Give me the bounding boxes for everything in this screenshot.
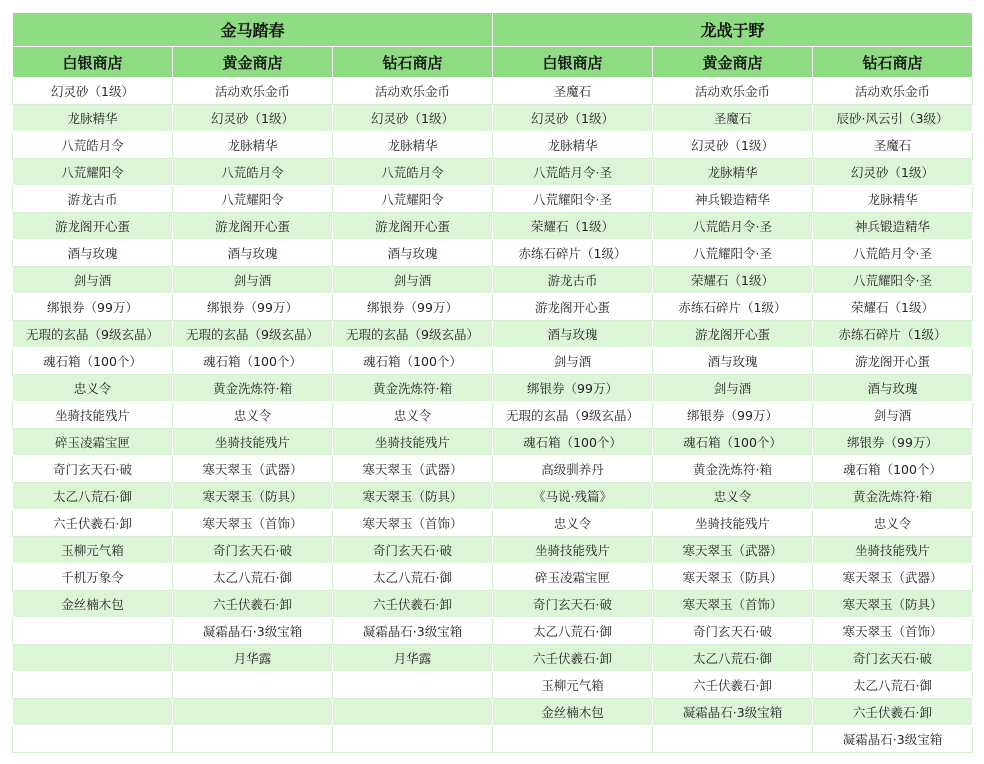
table-cell: 黄金洗炼符·箱 xyxy=(333,375,493,402)
table-cell: 凝霜晶石·3级宝箱 xyxy=(333,618,493,645)
table-cell: 神兵锻造精华 xyxy=(653,186,813,213)
table-cell xyxy=(653,726,813,753)
table-cell: 奇门玄天石·破 xyxy=(333,537,493,564)
table-cell: 游龙阁开心蛋 xyxy=(813,348,973,375)
shop-header-diamond: 钻石商店 xyxy=(333,47,493,78)
table-cell: 绑银券（99万） xyxy=(13,294,173,321)
table-cell xyxy=(13,645,173,672)
table-cell: 奇门玄天石·破 xyxy=(13,456,173,483)
table-cell: 八荒耀阳令 xyxy=(173,186,333,213)
table-cell: 魂石箱（100个） xyxy=(333,348,493,375)
table-cell xyxy=(13,726,173,753)
table-cell: 八荒耀阳令 xyxy=(13,159,173,186)
group-header-jinma: 金马踏春 xyxy=(13,13,493,47)
group-header-longzhan: 龙战于野 xyxy=(493,13,973,47)
shop-items-table xyxy=(12,12,973,753)
table-cell: 千机万象令 xyxy=(13,564,173,591)
table-cell: 荣耀石（1级） xyxy=(493,213,653,240)
table-row xyxy=(13,699,973,726)
table-cell: 六壬伏羲石·卸 xyxy=(13,510,173,537)
table-cell: 玉柳元气箱 xyxy=(13,537,173,564)
table-row xyxy=(13,321,973,348)
table-cell: 寒天翠玉（武器） xyxy=(813,564,973,591)
shop-header-diamond: 钻石商店 xyxy=(813,47,973,78)
table-row xyxy=(13,186,973,213)
table-cell: 奇门玄天石·破 xyxy=(173,537,333,564)
table-cell xyxy=(173,672,333,699)
table-cell: 荣耀石（1级） xyxy=(813,294,973,321)
table-row xyxy=(13,483,973,510)
table-cell: 黄金洗炼符·箱 xyxy=(813,483,973,510)
table-cell: 幻灵砂（1级） xyxy=(173,105,333,132)
table-cell xyxy=(493,726,653,753)
table-cell: 幻灵砂（1级） xyxy=(653,132,813,159)
table-cell: 六壬伏羲石·卸 xyxy=(333,591,493,618)
table-cell: 绑银券（99万） xyxy=(173,294,333,321)
table-cell: 太乙八荒石·御 xyxy=(173,564,333,591)
table-cell: 凝霜晶石·3级宝箱 xyxy=(653,699,813,726)
shop-header-gold: 黄金商店 xyxy=(653,47,813,78)
table-cell: 寒天翠玉（首饰） xyxy=(173,510,333,537)
table-cell: 八荒耀阳令·圣 xyxy=(493,186,653,213)
table-cell xyxy=(13,699,173,726)
table-row xyxy=(13,159,973,186)
table-cell: 游龙阁开心蛋 xyxy=(333,213,493,240)
table-cell: 坐骑技能残片 xyxy=(333,429,493,456)
table-cell: 寒天翠玉（武器） xyxy=(173,456,333,483)
table-cell: 幻灵砂（1级） xyxy=(813,159,973,186)
table-cell: 龙脉精华 xyxy=(173,132,333,159)
table-cell: 剑与酒 xyxy=(813,402,973,429)
table-cell: 寒天翠玉（防具） xyxy=(653,564,813,591)
table-cell: 游龙古币 xyxy=(493,267,653,294)
table-cell: 月华露 xyxy=(173,645,333,672)
table-cell: 金丝楠木包 xyxy=(13,591,173,618)
table-cell xyxy=(333,699,493,726)
table-cell: 圣魔石 xyxy=(653,105,813,132)
table-cell: 金丝楠木包 xyxy=(493,699,653,726)
table-cell: 八荒耀阳令·圣 xyxy=(653,240,813,267)
group-header-row xyxy=(13,13,973,47)
table-cell: 高级驯养丹 xyxy=(493,456,653,483)
table-cell: 魂石箱（100个） xyxy=(493,429,653,456)
table-cell: 无瑕的玄晶（9级玄晶） xyxy=(333,321,493,348)
table-cell: 忠义令 xyxy=(173,402,333,429)
table-row xyxy=(13,402,973,429)
table-cell: 剑与酒 xyxy=(493,348,653,375)
table-row xyxy=(13,456,973,483)
table-cell xyxy=(13,618,173,645)
table-cell: 八荒皓月令·圣 xyxy=(653,213,813,240)
table-cell: 奇门玄天石·破 xyxy=(493,591,653,618)
table-cell: 剑与酒 xyxy=(333,267,493,294)
table-row xyxy=(13,348,973,375)
table-cell: 坐骑技能残片 xyxy=(493,537,653,564)
table-cell: 神兵锻造精华 xyxy=(813,213,973,240)
table-cell: 幻灵砂（1级） xyxy=(493,105,653,132)
table-cell: 无瑕的玄晶（9级玄晶） xyxy=(173,321,333,348)
table-cell: 太乙八荒石·御 xyxy=(13,483,173,510)
table-row xyxy=(13,375,973,402)
table-cell xyxy=(173,726,333,753)
table-cell: 太乙八荒石·御 xyxy=(493,618,653,645)
table-cell: 荣耀石（1级） xyxy=(653,267,813,294)
table-cell: 寒天翠玉（首饰） xyxy=(333,510,493,537)
table-cell: 玉柳元气箱 xyxy=(493,672,653,699)
table-cell: 龙脉精华 xyxy=(333,132,493,159)
table-row xyxy=(13,537,973,564)
table-cell xyxy=(173,699,333,726)
table-cell: 赤练石碎片（1级） xyxy=(813,321,973,348)
table-row xyxy=(13,240,973,267)
table-cell: 赤练石碎片（1级） xyxy=(653,294,813,321)
table-cell: 游龙阁开心蛋 xyxy=(173,213,333,240)
table-cell: 圣魔石 xyxy=(813,132,973,159)
table-row xyxy=(13,618,973,645)
table-cell: 活动欢乐金币 xyxy=(653,78,813,105)
table-cell: 游龙古币 xyxy=(13,186,173,213)
table-cell: 龙脉精华 xyxy=(493,132,653,159)
table-cell: 活动欢乐金币 xyxy=(173,78,333,105)
table-cell: 八荒耀阳令·圣 xyxy=(813,267,973,294)
table-cell: 八荒皓月令 xyxy=(333,159,493,186)
table-cell: 太乙八荒石·御 xyxy=(653,645,813,672)
table-cell: 六壬伏羲石·卸 xyxy=(813,699,973,726)
table-cell: 辰砂·风云引（3级） xyxy=(813,105,973,132)
table-cell: 酒与玫瑰 xyxy=(333,240,493,267)
table-cell: 酒与玫瑰 xyxy=(13,240,173,267)
table-row xyxy=(13,132,973,159)
table-cell: 龙脉精华 xyxy=(13,105,173,132)
shop-header-silver: 白银商店 xyxy=(13,47,173,78)
table-body xyxy=(13,78,973,753)
table-row xyxy=(13,105,973,132)
table-cell: 活动欢乐金币 xyxy=(333,78,493,105)
table-cell: 酒与玫瑰 xyxy=(653,348,813,375)
table-cell: 剑与酒 xyxy=(13,267,173,294)
table-cell: 赤练石碎片（1级） xyxy=(493,240,653,267)
table-cell: 碎玉凌霜宝匣 xyxy=(13,429,173,456)
table-cell: 奇门玄天石·破 xyxy=(813,645,973,672)
table-cell: 八荒皓月令·圣 xyxy=(813,240,973,267)
table-cell: 活动欢乐金币 xyxy=(813,78,973,105)
table-cell: 太乙八荒石·御 xyxy=(813,672,973,699)
table-cell xyxy=(333,726,493,753)
table-row xyxy=(13,267,973,294)
shop-header-silver: 白银商店 xyxy=(493,47,653,78)
shop-header-gold: 黄金商店 xyxy=(173,47,333,78)
table-cell: 幻灵砂（1级） xyxy=(13,78,173,105)
table-cell: 八荒耀阳令 xyxy=(333,186,493,213)
table-cell: 碎玉凌霜宝匣 xyxy=(493,564,653,591)
table-cell: 忠义令 xyxy=(653,483,813,510)
table-cell: 寒天翠玉（武器） xyxy=(333,456,493,483)
table-row xyxy=(13,645,973,672)
table-cell: 龙脉精华 xyxy=(653,159,813,186)
table-row xyxy=(13,78,973,105)
table-row xyxy=(13,213,973,240)
table-cell: 黄金洗炼符·箱 xyxy=(653,456,813,483)
table-cell: 龙脉精华 xyxy=(813,186,973,213)
table-cell xyxy=(333,672,493,699)
table-cell: 坐骑技能残片 xyxy=(173,429,333,456)
table-cell: 八荒皓月令 xyxy=(13,132,173,159)
table-cell: 奇门玄天石·破 xyxy=(653,618,813,645)
table-cell: 魂石箱（100个） xyxy=(653,429,813,456)
table-cell: 忠义令 xyxy=(493,510,653,537)
table-cell: 忠义令 xyxy=(13,375,173,402)
table-cell: 寒天翠玉（防具） xyxy=(173,483,333,510)
table-cell: 寒天翠玉（首饰） xyxy=(813,618,973,645)
table-cell: 无瑕的玄晶（9级玄晶） xyxy=(493,402,653,429)
table-cell xyxy=(13,672,173,699)
table-cell: 寒天翠玉（武器） xyxy=(653,537,813,564)
table-cell: 魂石箱（100个） xyxy=(173,348,333,375)
table-cell: 凝霜晶石·3级宝箱 xyxy=(173,618,333,645)
table-cell: 圣魔石 xyxy=(493,78,653,105)
table-cell: 太乙八荒石·御 xyxy=(333,564,493,591)
table-row xyxy=(13,591,973,618)
table-row xyxy=(13,564,973,591)
table-cell: 酒与玫瑰 xyxy=(813,375,973,402)
table-cell: 游龙阁开心蛋 xyxy=(493,294,653,321)
table-cell: 游龙阁开心蛋 xyxy=(13,213,173,240)
table-cell: 忠义令 xyxy=(333,402,493,429)
table-cell: 坐骑技能残片 xyxy=(813,537,973,564)
table-row xyxy=(13,294,973,321)
table-cell: 六壬伏羲石·卸 xyxy=(173,591,333,618)
table-cell: 忠义令 xyxy=(813,510,973,537)
table-cell: 幻灵砂（1级） xyxy=(333,105,493,132)
table-cell: 无瑕的玄晶（9级玄晶） xyxy=(13,321,173,348)
table-cell: 坐骑技能残片 xyxy=(13,402,173,429)
table-cell: 寒天翠玉（防具） xyxy=(333,483,493,510)
table-cell: 游龙阁开心蛋 xyxy=(653,321,813,348)
table-cell: 六壬伏羲石·卸 xyxy=(653,672,813,699)
table-cell: 寒天翠玉（首饰） xyxy=(653,591,813,618)
table-cell: 魂石箱（100个） xyxy=(813,456,973,483)
table-cell: 八荒皓月令 xyxy=(173,159,333,186)
table-cell: 绑银券（99万） xyxy=(653,402,813,429)
table-row xyxy=(13,429,973,456)
shop-header-row xyxy=(13,47,973,78)
table-cell: 绑银券（99万） xyxy=(493,375,653,402)
table-cell: 凝霜晶石·3级宝箱 xyxy=(813,726,973,753)
table-cell: 绑银券（99万） xyxy=(813,429,973,456)
table-row xyxy=(13,672,973,699)
table-cell: 《马说·残篇》 xyxy=(493,483,653,510)
table-cell: 六壬伏羲石·卸 xyxy=(493,645,653,672)
table-cell: 绑银券（99万） xyxy=(333,294,493,321)
table-cell: 酒与玫瑰 xyxy=(173,240,333,267)
table-row xyxy=(13,726,973,753)
table-cell: 剑与酒 xyxy=(653,375,813,402)
table-cell: 坐骑技能残片 xyxy=(653,510,813,537)
table-cell: 黄金洗炼符·箱 xyxy=(173,375,333,402)
table-cell: 八荒皓月令·圣 xyxy=(493,159,653,186)
table-cell: 寒天翠玉（防具） xyxy=(813,591,973,618)
table-cell: 魂石箱（100个） xyxy=(13,348,173,375)
table-cell: 剑与酒 xyxy=(173,267,333,294)
table-cell: 酒与玫瑰 xyxy=(493,321,653,348)
table-cell: 月华露 xyxy=(333,645,493,672)
table-row xyxy=(13,510,973,537)
